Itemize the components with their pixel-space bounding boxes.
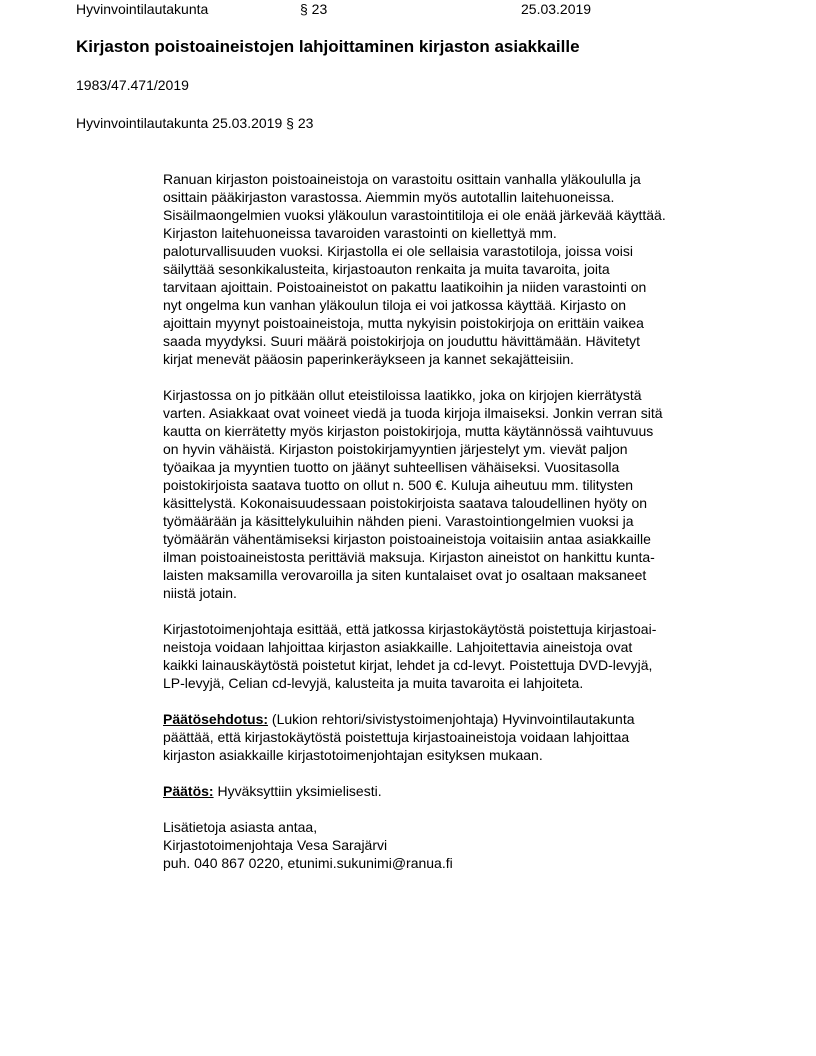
text-line: Kirjastotoimenjohtaja esittää, että jatkossa kirjastokäytöstä poistettuja kirjastoai- xyxy=(163,621,657,637)
header-date: 25.03.2019 xyxy=(521,1,592,17)
paragraph-recycling xyxy=(163,386,763,602)
contact-name: Kirjastotoimenjohtaja Vesa Sarajärvi xyxy=(163,837,388,853)
proposal-first-line xyxy=(163,710,763,728)
contact-line: Lisätietoja asiasta antaa, xyxy=(163,819,318,835)
text-line: Kirjaston laitehuoneissa tavaroiden varastointi on kiellettyä mm. xyxy=(163,225,557,241)
text-line: kautta on kierrätetty myös kirjaston poistokirjoja, mutta käytännössä vaihtuvuus xyxy=(163,423,654,439)
decision-text: Hyväksyttiin yksimielisesti. xyxy=(217,783,382,799)
text-line: LP-levyjä, Celian cd-levyjä, kalusteita ja muita tavaroita ei lahjoiteta. xyxy=(163,675,584,691)
text-line: niistä jotain. xyxy=(163,585,237,601)
text-line: työaikaa ja myyntien tuotto on jäänyt suhteellisen vähäiseksi. Vuositasolla xyxy=(163,459,620,475)
text-line: kaikki lainauskäytöstä poistetut kirjat, lehdet ja cd-levyt. Poistettuja DVD-levyjä, xyxy=(163,657,653,673)
proposal-label: Päätösehdotus: xyxy=(163,711,269,727)
meeting-line: Hyvinvointilautakunta 25.03.2019 § 23 xyxy=(76,115,314,131)
text-line: on hyvin vähäistä. Kirjaston poistokirjamyyntien järjestelyt ym. vievät paljon xyxy=(163,441,628,457)
text-line: ajoittain myynyt poistoaineistoja, mutta nykyisin poistokirjoja on erittäin vaikea xyxy=(163,315,644,331)
contact-section xyxy=(163,818,763,872)
document-header xyxy=(0,0,816,20)
text-line: Kirjastossa on jo pitkään ollut eteistiloissa laatikko, joka on kirjojen kierrätystä xyxy=(163,387,642,403)
text-line: säilyttää sesonkikalusteita, kirjastoauton renkaita ja muita tavaroita, joita xyxy=(163,261,610,277)
text-line: kirjaston asiakkaille kirjastotoimenjohtajan esityksen mukaan. xyxy=(163,747,543,763)
document-body xyxy=(163,170,763,890)
text-line: käsittelystä. Kokonaisuudessaan poistokirjoista saatava taloudellinen hyöty on xyxy=(163,495,648,511)
paragraph-presentation xyxy=(163,620,763,692)
text-line: neistoja voidaan lahjoittaa kirjaston asiakkaille. Lahjoitettavia aineistoja ovat xyxy=(163,639,633,655)
text-line: ilman poistoaineistosta perittäviä maksuja. Kirjaston aineistot on hankittu kunta- xyxy=(163,549,655,565)
document-title: Kirjaston poistoaineistojen lahjoittaminen kirjaston asiakkaille xyxy=(76,37,580,56)
text-line: kirjat menevät pääosin paperinkeräykseen ja kannet sekajätteisiin. xyxy=(163,351,574,367)
decision-line xyxy=(163,782,763,800)
decision-section xyxy=(163,782,763,800)
text-line: Ranuan kirjaston poistoaineistoja on varastoitu osittain vanhalla yläkoululla ja xyxy=(163,171,641,187)
text-line: Sisäilmaongelmien vuoksi yläkoulun varastointitiloja ei ole enää järkevää käyttää. xyxy=(163,207,666,223)
text-line: osittain pääkirjaston varastossa. Aiemmin myös autotallin laitehuoneissa. xyxy=(163,189,615,205)
header-section: § 23 xyxy=(300,1,328,17)
header-organ: Hyvinvointilautakunta xyxy=(76,1,209,17)
text-line: laisten maksamilla verovaroilla ja siten kuntalaiset ovat jo osaltaan maksaneet xyxy=(163,567,647,583)
text-line: tarvitaan ajoittain. Poistoaineistot on pakattu laatikoihin ja niiden varastointi on xyxy=(163,279,647,295)
proposal-section xyxy=(163,710,763,764)
proposal-proposer: (Lukion rehtori/sivistystoimenjohtaja) Hyvinvointilautakunta xyxy=(271,711,635,727)
text-line: paloturvallisuuden vuoksi. Kirjastolla ei ole sellaisia varastotiloja, joissa voisi xyxy=(163,243,634,259)
decision-label: Päätös: xyxy=(163,783,214,799)
text-line: työmäärään ja käsittelykuluihin nähden pieni. Varastointiongelmien vuoksi ja xyxy=(163,513,634,529)
contact-details: puh. 040 867 0220, etunimi.sukunimi@ranua.fi xyxy=(163,855,453,871)
text-line: varten. Asiakkaat ovat voineet viedä ja tuoda kirjoja ilmaiseksi. Jonkin verran sitä xyxy=(163,405,663,421)
text-line: poistokirjoista saatava tuotto on ollut n. 500 €. Kuluja aiheutuu mm. tilitysten xyxy=(163,477,634,493)
reference-number: 1983/47.471/2019 xyxy=(76,77,189,93)
text-line: saada myydyksi. Suuri määrä poistokirjoja on jouduttu hävittämään. Hävitetyt xyxy=(163,333,641,349)
text-line: nyt ongelma kun vanhan yläkoulun tiloja ei voi jatkossa käyttää. Kirjasto on xyxy=(163,297,627,313)
text-line: päättää, että kirjastokäytöstä poistettuja kirjastoaineistoja voidaan lahjoittaa xyxy=(163,729,630,745)
text-line: työmäärän vähentämiseksi kirjaston poistoaineistoja voitaisiin antaa asiakkaille xyxy=(163,531,651,547)
paragraph-storage xyxy=(163,170,763,368)
